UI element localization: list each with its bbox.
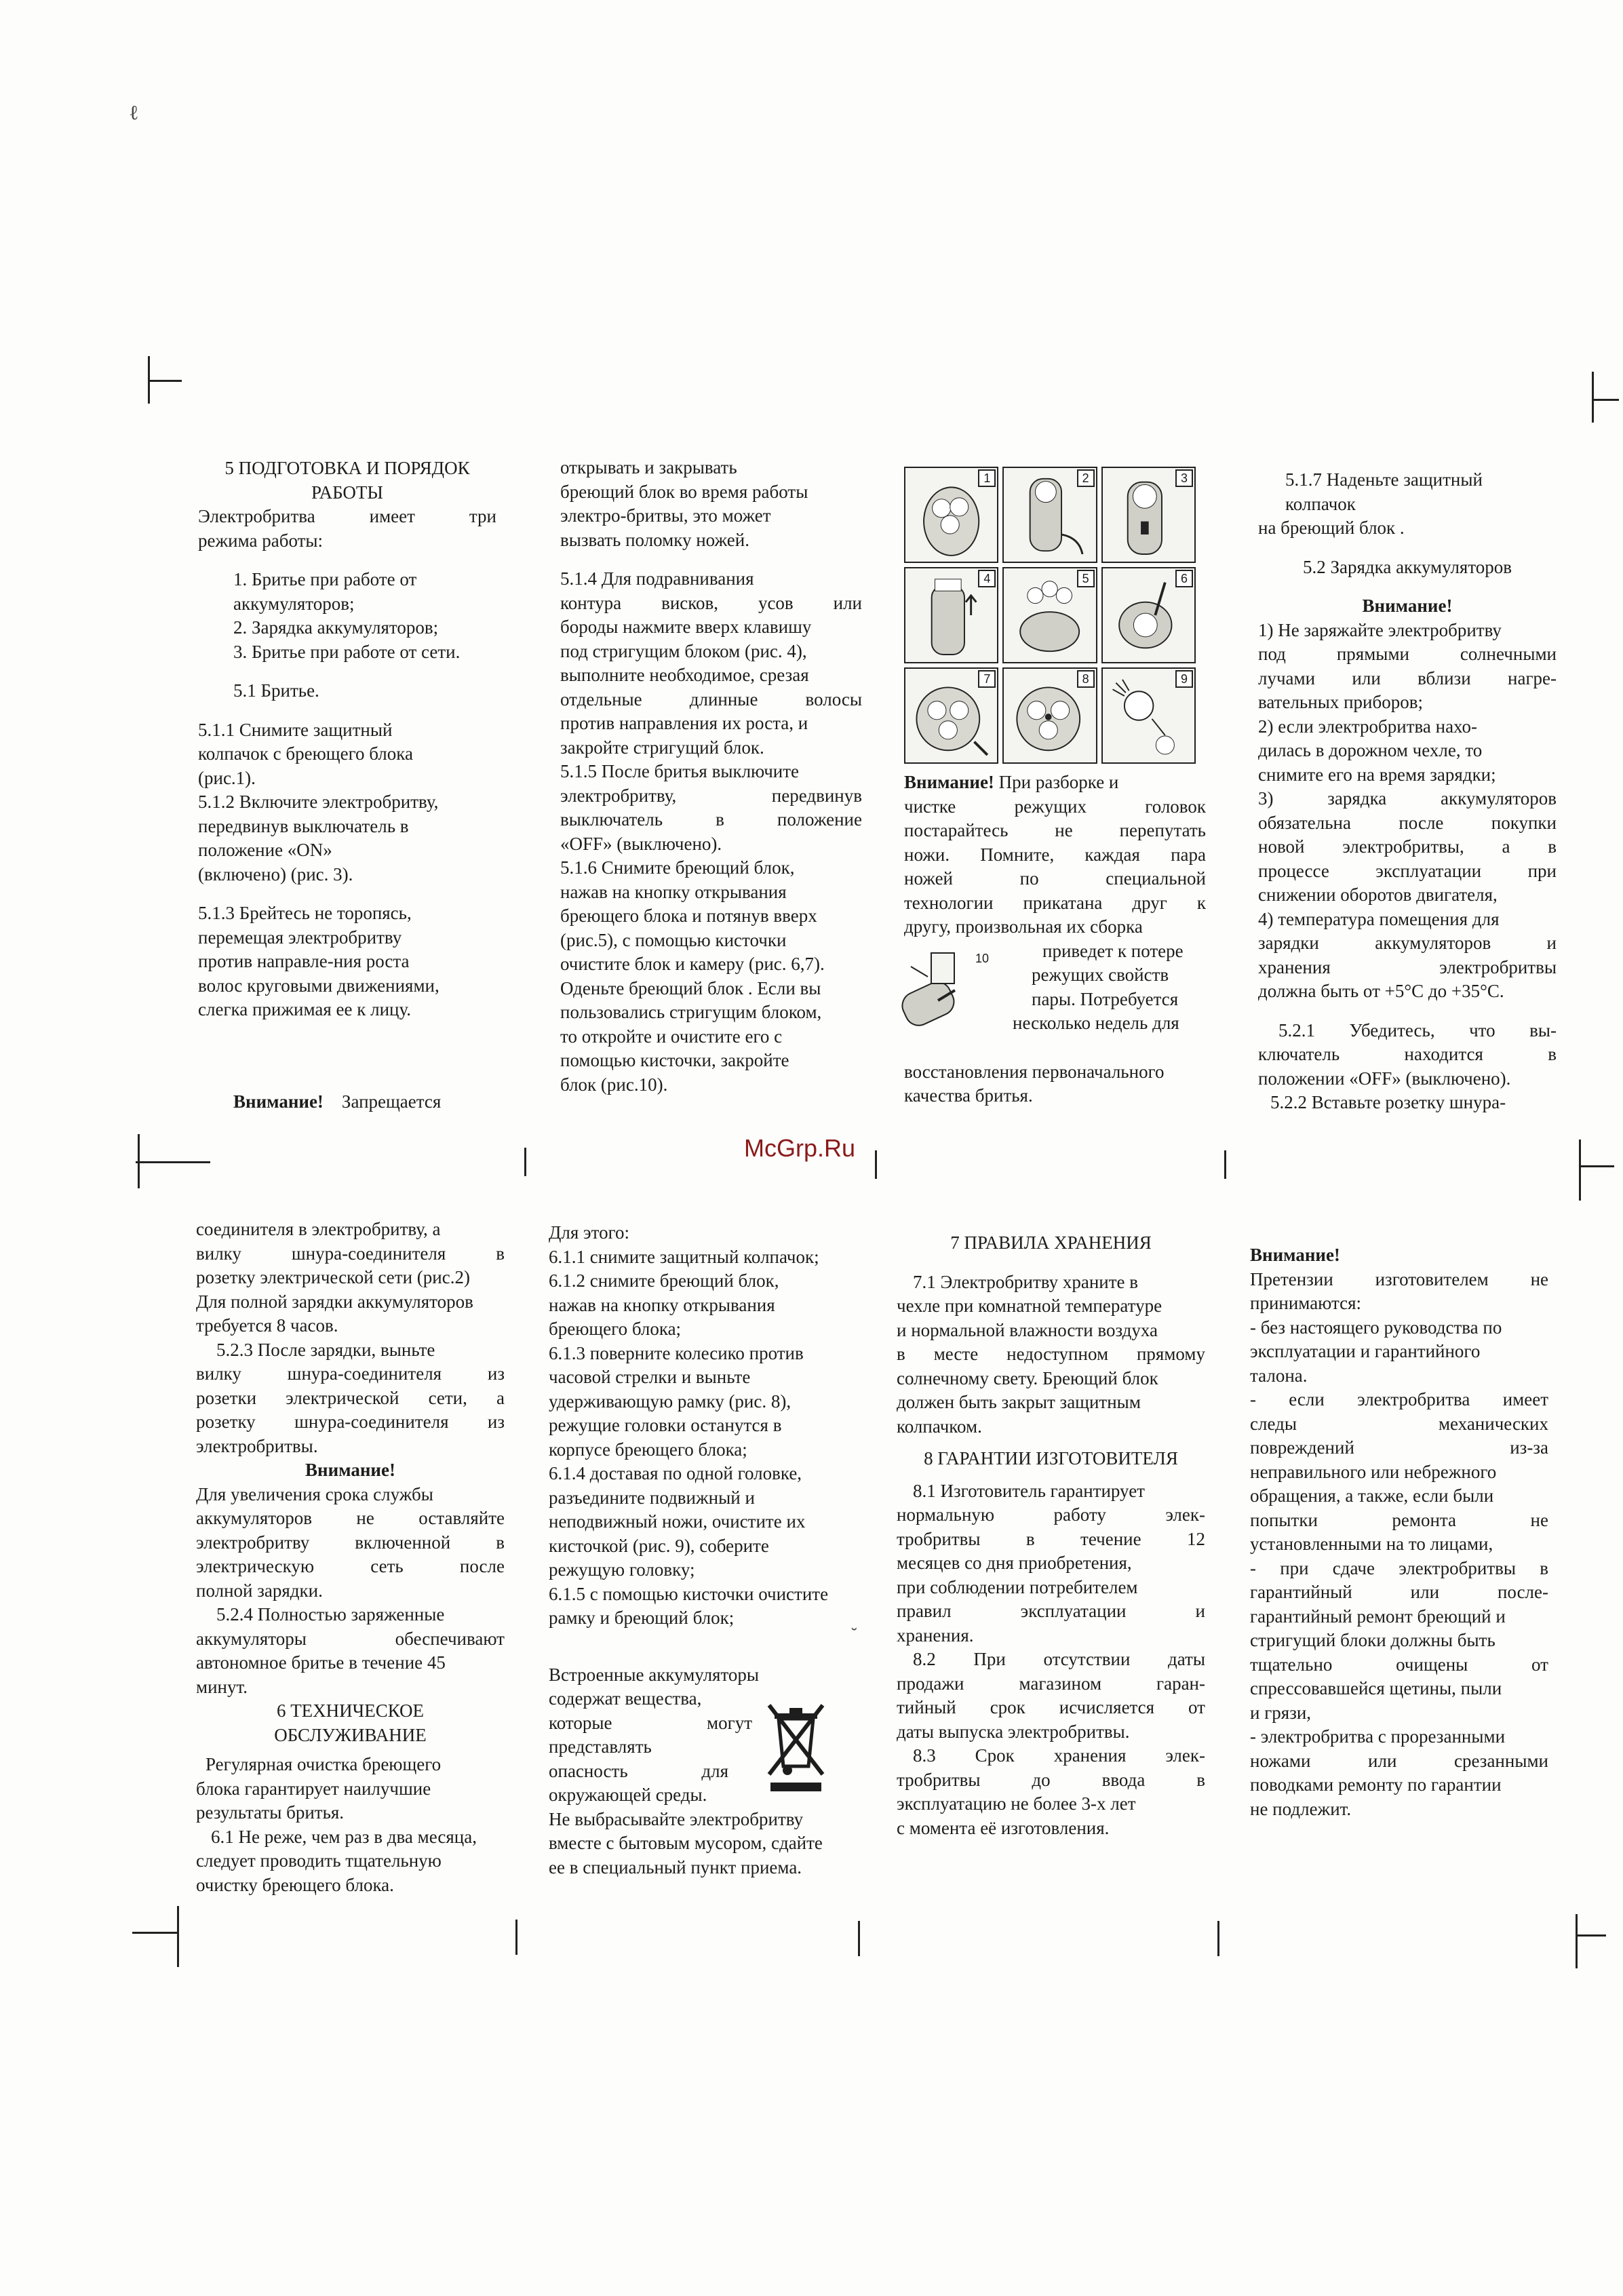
text-line: колпачок с бреющего блока [198, 743, 413, 764]
section-heading: 6 ТЕХНИЧЕСКОЕ [276, 1700, 425, 1721]
text-line: 5.2.2 Вставьте розетку шнура- [1270, 1092, 1506, 1112]
figure-9 [1101, 667, 1196, 764]
text-line: Для увеличения срока службы [196, 1483, 433, 1504]
text-line: талона. [1250, 1365, 1308, 1386]
text-line: автономное бритье в течение 45 [196, 1652, 446, 1673]
text-line: зарядки аккумуляторов и [1258, 933, 1557, 953]
text-line: Для полной зарядки аккумуляторов [196, 1291, 473, 1312]
crop-mark [1592, 372, 1594, 423]
text-line: 3) зарядка аккумуляторов [1258, 788, 1557, 809]
text-line: отдельные длинные волосы [560, 688, 862, 709]
text-line: (рис.1). [198, 767, 256, 788]
text-line: 5.1.3 Брейтесь не торопясь, [198, 903, 412, 923]
text-line: эксплуатацию не более 3-х лет [897, 1793, 1136, 1814]
text-line: режущие головки останутся в [549, 1415, 782, 1435]
text-line: 5.1.7 Наденьте защитный колпачок [1285, 469, 1483, 514]
subsection-heading: 5.2 Зарядка аккумуляторов [1302, 556, 1512, 577]
text-line: нормальную работу элек- [897, 1504, 1205, 1525]
text-line: розетки электрической сети, а [196, 1387, 505, 1408]
text-line: пользовались стригущим блоком, [560, 1002, 822, 1022]
text-line: постарайтесь не перепутать [904, 820, 1206, 840]
watermark: McGrp.Ru [744, 1134, 856, 1162]
text-line: ножи. Помните, каждая пара [904, 844, 1206, 865]
text-line: против направления их роста, и [560, 713, 808, 733]
text-line: 5.1.1 Снимите защитный [198, 719, 393, 740]
text-line: полной зарядки. [196, 1580, 323, 1601]
figure-number: 3 [1175, 469, 1193, 487]
text-line: очистку бреющего блока. [196, 1874, 394, 1895]
figure-3 [1101, 467, 1196, 563]
text-line: продажи магазином гаран- [897, 1673, 1205, 1694]
text-line: удерживающую рамку (рис. 8), [549, 1390, 791, 1412]
text-line: поводками ремонту по гарантии [1250, 1774, 1502, 1795]
figure-number: 4 [978, 570, 996, 587]
text-line: должна быть от +5°С до +35°С. [1258, 981, 1504, 1001]
text-line: 4) температура помещения для [1258, 908, 1500, 929]
text-line: Претензии изготовителем не [1250, 1268, 1548, 1289]
fold-mark [515, 1920, 517, 1955]
text-line: ножей по специальной [904, 868, 1206, 889]
text-line: электро-бритвы, это может [560, 505, 771, 526]
text-line: следует проводить тщательную [196, 1850, 442, 1871]
figure-number: 9 [1175, 670, 1193, 688]
text-line: установленными на то лицами, [1250, 1534, 1493, 1554]
crop-mark [177, 1906, 179, 1967]
text-line: электрическую сеть после [196, 1556, 505, 1576]
text-line: 6.1.5 с помощью кисточки очистите [549, 1583, 829, 1604]
crop-mark [1579, 1165, 1614, 1167]
crossed-bin-icon [764, 1698, 828, 1793]
text-line: перемещая электробритву [198, 927, 402, 948]
figure-number: 2 [1077, 469, 1095, 487]
text-line: 6.1.1 снимите защитный колпачок; [549, 1246, 819, 1267]
text-line: снимите его на время зарядки; [1258, 764, 1496, 785]
text-line: бреющего блока и потянув вверх [560, 906, 817, 926]
figure-number: 6 [1175, 570, 1193, 587]
crop-mark [1576, 1914, 1578, 1968]
text-line: «OFF» (выключено). [560, 833, 722, 854]
crop-mark [148, 380, 182, 382]
crop-mark [136, 1161, 210, 1163]
text-line: выполните необходимое, срезая [560, 665, 809, 685]
figure-2 [1002, 467, 1097, 563]
scan-speck: ˘ [851, 1624, 857, 1644]
text-line: электробритву включенной в [196, 1532, 505, 1553]
text-line: принимаются: [1250, 1293, 1362, 1313]
column-3-text [904, 771, 1206, 1108]
text-line: (рис.5), с помощью кисточки [560, 929, 787, 950]
text-line: солнечному свету. Бреющий блок [897, 1367, 1158, 1388]
text-line: технологии прикатана друг к [904, 892, 1206, 913]
text-line: ее в специальный пункт приема. [549, 1856, 802, 1877]
text-line: аккумуляторы обеспечивают [196, 1628, 505, 1649]
text-line: тийный срок исчисляется от [897, 1697, 1205, 1717]
text-line: хранения. [897, 1624, 974, 1646]
text-line: (включено) (рис. 3). [198, 863, 353, 884]
text-line: вательных приборов; [1258, 692, 1423, 712]
section-heading: 7 ПРАВИЛА ХРАНЕНИЯ [950, 1232, 1152, 1253]
text-line: 5.2.3 После зарядки, выньте [216, 1339, 435, 1360]
figure-number: 1 [978, 469, 996, 487]
text-line: 8.1 Изготовитель гарантирует [913, 1480, 1145, 1501]
text-line: бороды нажмите вверх клавишу [560, 617, 812, 637]
fold-mark [858, 1921, 860, 1956]
text-line: ножами или срезанными [1250, 1750, 1548, 1771]
text-line: следы механических [1250, 1413, 1548, 1434]
figure-7 [904, 667, 998, 764]
column-7 [897, 1231, 1205, 1840]
text-line: обязательна после покупки [1258, 812, 1557, 833]
text-line: соединителя в электробритву, а [196, 1219, 441, 1239]
text-line: повреждений из-за [1250, 1437, 1548, 1458]
attention-label: Внимание! [904, 772, 994, 792]
text-line: на бреющий блок . [1258, 518, 1405, 538]
text-line: выключатель в положение [560, 809, 862, 830]
text-line: режима работы: [198, 530, 324, 551]
text-line: 5.1.4 Для подравнивания [560, 568, 754, 589]
text-line: в месте недоступном прямому [897, 1344, 1205, 1364]
text-line: нажав на кнопку открывания [560, 881, 787, 902]
column-1 [198, 456, 496, 1114]
text-line: окружающей среды. [549, 1785, 707, 1805]
text-line: положении «OFF» (выключено). [1258, 1068, 1511, 1089]
text-line: 6.1.2 снимите бреющий блок, [549, 1270, 779, 1291]
attention-label: Внимание! [1362, 596, 1453, 616]
text-line: Встроенные аккумуляторы [549, 1664, 760, 1685]
section-heading: 5 ПОДГОТОВКА И ПОРЯДОК [224, 458, 470, 478]
text-line: стригущий блоки должны быть [1250, 1630, 1495, 1650]
text-line: положение «ON» [198, 840, 332, 860]
text-line: 6.1.3 поверните колесико против [549, 1342, 804, 1363]
text-line: и грязи, [1250, 1702, 1312, 1723]
figure-number: 10 [975, 952, 990, 965]
attention-label: Внимание! [1250, 1245, 1340, 1265]
text-line: гарантийный или после- [1250, 1582, 1548, 1602]
crop-mark [1576, 1934, 1606, 1937]
text-line: 2) если электробритва нахо- [1258, 716, 1478, 737]
text-line: блок (рис.10). [560, 1074, 668, 1095]
text-line: против направле-ния роста [198, 951, 410, 971]
text-line: 8.3 Срок хранения элек- [913, 1745, 1205, 1766]
column-5 [196, 1218, 505, 1897]
text-line: дилась в дорожном чехле, то [1258, 740, 1483, 760]
text-line: кисточкой (рис. 9), соберите [549, 1535, 769, 1556]
text-line: бреющего блока; [549, 1319, 682, 1339]
text-line: электробритвы. [196, 1435, 318, 1456]
text-line: 1) Не заряжайте электробритву [1258, 619, 1502, 640]
text-line: закройте стригущий блок. [560, 737, 764, 758]
text-line: требуется 8 часов. [196, 1315, 338, 1336]
text-line: Запрещается [341, 1091, 442, 1112]
crop-mark [1579, 1140, 1581, 1201]
text-line: 5.2.4 Полностью заряженные [216, 1604, 445, 1624]
text-line: 7.1 Электробритву храните в [913, 1271, 1139, 1292]
text-line: тщательно очищены от [1250, 1654, 1548, 1675]
text-line: новой электробритвы, а в [1258, 836, 1557, 857]
text-line: содержат вещества, [549, 1688, 702, 1709]
text-line: попытки ремонта не [1250, 1509, 1548, 1530]
text-line: правил эксплуатации и [897, 1601, 1205, 1621]
text-line: ключатель находится в [1258, 1044, 1557, 1064]
text-line: 5.2.1 Убедитесь, что вы- [1278, 1019, 1557, 1040]
text-line: Оденьте бреющий блок . Если вы [560, 977, 821, 998]
text-line: хранения электробритвы [1258, 956, 1557, 977]
text-line: опасность для [549, 1760, 728, 1781]
text-line: розетку электрической сети (рис.2) [196, 1267, 470, 1287]
text-line: 5.1.2 Включите электробритву, [198, 792, 439, 812]
text-line: открывать и закрывать [560, 457, 737, 478]
text-line: волос круговыми движениями, [198, 975, 439, 996]
text-line: вилку шнура-соединителя в [196, 1243, 505, 1264]
text-line: режущую головку; [549, 1559, 695, 1580]
text-line: вместе с бытовым мусором, сдайте [549, 1833, 823, 1853]
figure-number: 5 [1077, 570, 1095, 587]
text-line: спрессовавшейся щетины, пыли [1250, 1678, 1502, 1698]
text-line: представлять [549, 1736, 652, 1757]
text-line: процессе эксплуатации при [1258, 860, 1557, 881]
text-line: 6.1.4 доставая по одной головке, [549, 1463, 802, 1483]
subsection-heading: 5.1 Бритье. [233, 680, 319, 701]
text-line: месяцев со дня приобретения, [897, 1553, 1132, 1573]
text-line: обращения, а также, если были [1250, 1485, 1494, 1506]
text-line: тробритвы в течение 12 [897, 1528, 1205, 1549]
text-line: электробритву, передвинув [560, 785, 862, 806]
text-line: тробритвы до ввода в [897, 1769, 1205, 1790]
text-line: гарантийный ремонт бреющий и [1250, 1606, 1506, 1627]
text-line: вилку шнура-соединителя из [196, 1363, 505, 1384]
fold-mark [1217, 1921, 1219, 1956]
text-line: 5.1.5 После бритья выключите [560, 761, 800, 781]
text-line: неправильного или небрежного [1250, 1461, 1497, 1482]
text-line: чистке режущих головок [904, 796, 1206, 817]
text-line: Не выбрасывайте электробритву [549, 1808, 804, 1829]
column-8 [1250, 1243, 1548, 1821]
list-item: 3. Бритье при работе от сети. [233, 641, 461, 662]
text-line: режущих свойств [1032, 965, 1169, 985]
figure-5 [1002, 567, 1097, 663]
text-line: очистите блок и камеру (рис. 6,7). [560, 954, 825, 974]
text-line: даты выпуска электробритвы. [897, 1721, 1130, 1742]
attention-label: Внимание! [305, 1460, 395, 1480]
text-line: рамку и бреющий блок; [549, 1608, 735, 1628]
text-line: контура висков, усов или [560, 592, 862, 613]
text-line: Регулярная очистка бреющего [206, 1754, 442, 1774]
section-heading: 8 ГАРАНТИИ ИЗГОТОВИТЕЛЯ [924, 1448, 1178, 1468]
text-line: не подлежит. [1250, 1798, 1352, 1819]
text-line: результаты бритья. [196, 1802, 345, 1823]
text-line: качества бритья. [904, 1085, 1033, 1106]
text-line: 6.1 Не реже, чем раз в два месяца, [211, 1826, 477, 1847]
text-line: - если электробритва имеет [1250, 1389, 1548, 1409]
section-heading: РАБОТЫ [311, 482, 383, 503]
text-line: бреющий блок во время работы [560, 481, 808, 502]
text-line: восстановления первоначального [904, 1061, 1165, 1082]
fold-mark [524, 1148, 526, 1176]
text-line: - электробритва с прорезанными [1250, 1726, 1506, 1747]
text-line: часовой стрелки и выньте [549, 1367, 751, 1387]
text-line: при соблюдении потребителем [897, 1576, 1138, 1597]
text-line: слегка прижимая ее к лицу. [198, 999, 412, 1019]
text-line: чехле при комнатной температуре [897, 1296, 1162, 1316]
crop-mark [132, 1932, 178, 1934]
text-line: вызвать поломку ножей. [560, 529, 749, 550]
text-line: колпачком. [897, 1416, 982, 1437]
text-line: пары. Потребуется [1032, 988, 1179, 1009]
text-line: с момента её изготовления. [897, 1817, 1110, 1838]
scan-speck: ℓ [129, 102, 139, 124]
list-item: 1. Бритье при работе от [233, 569, 417, 589]
text-line: розетку шнура-соединителя из [196, 1412, 505, 1432]
text-line: 8.2 При отсутствии даты [913, 1649, 1205, 1669]
text-line: Электробритва имеет три [198, 506, 496, 526]
text-line: должен быть закрыт защитным [897, 1392, 1141, 1412]
text-line: то откройте и очистите его с [560, 1026, 783, 1047]
text-line: и нормальной влажности воздуха [897, 1319, 1158, 1340]
fold-mark [875, 1150, 877, 1179]
crop-mark [1592, 399, 1619, 401]
figure-grid [904, 467, 1196, 764]
section-heading: ОБСЛУЖИВАНИЕ [274, 1724, 427, 1745]
list-item: аккумуляторов; [233, 593, 355, 614]
text-line: - без настоящего руководства по [1250, 1317, 1502, 1338]
text-line: 5.1.6 Снимите бреющий блок, [560, 857, 795, 878]
text-line: разъедините подвижный и [549, 1487, 755, 1508]
figure-4 [904, 567, 998, 663]
text-line: минут. [196, 1676, 248, 1697]
text-line: аккумуляторов не оставляйте [196, 1508, 505, 1528]
fold-mark [1224, 1150, 1226, 1179]
attention-label: Внимание! [233, 1091, 324, 1112]
text-line: корпусе бреющего блока; [549, 1439, 747, 1460]
text-line: неподвижный ножи, очистите их [549, 1511, 806, 1532]
text-line: приведет к потере [1042, 940, 1184, 961]
text-line: помощью кисточки, закройте [560, 1050, 789, 1070]
text-line: лучами или вблизи нагре- [1258, 667, 1557, 688]
figure-6 [1101, 567, 1196, 663]
figure-8 [1002, 667, 1097, 764]
text-line: блока гарантирует наилучшие [196, 1778, 431, 1799]
text-line: снижении оборотов двигателя, [1258, 884, 1498, 905]
text-line: под стригущим блоком (рис. 4), [560, 640, 807, 661]
text-line: нажав на кнопку открывания [549, 1294, 775, 1315]
text-line: Для этого: [549, 1222, 629, 1243]
column-4 [1258, 468, 1557, 1115]
text-line: которые могут [549, 1712, 752, 1733]
list-item: 2. Зарядка аккумуляторов; [233, 617, 439, 638]
column-2 [560, 456, 862, 1097]
text-line: несколько недель для [1013, 1013, 1179, 1033]
text-line: передвинув выключатель в [198, 815, 409, 836]
text-line: под прямыми солнечными [1258, 644, 1557, 664]
text-line: эксплуатации и гарантийного [1250, 1341, 1481, 1361]
figure-number: 8 [1077, 670, 1095, 688]
text-line: При разборке и [998, 772, 1119, 792]
figure-1 [904, 467, 998, 563]
figure-number: 7 [978, 670, 996, 688]
text-line: - при сдаче электробритвы в [1250, 1557, 1548, 1578]
text-line: другу, произвольная их сборка [904, 916, 1143, 937]
